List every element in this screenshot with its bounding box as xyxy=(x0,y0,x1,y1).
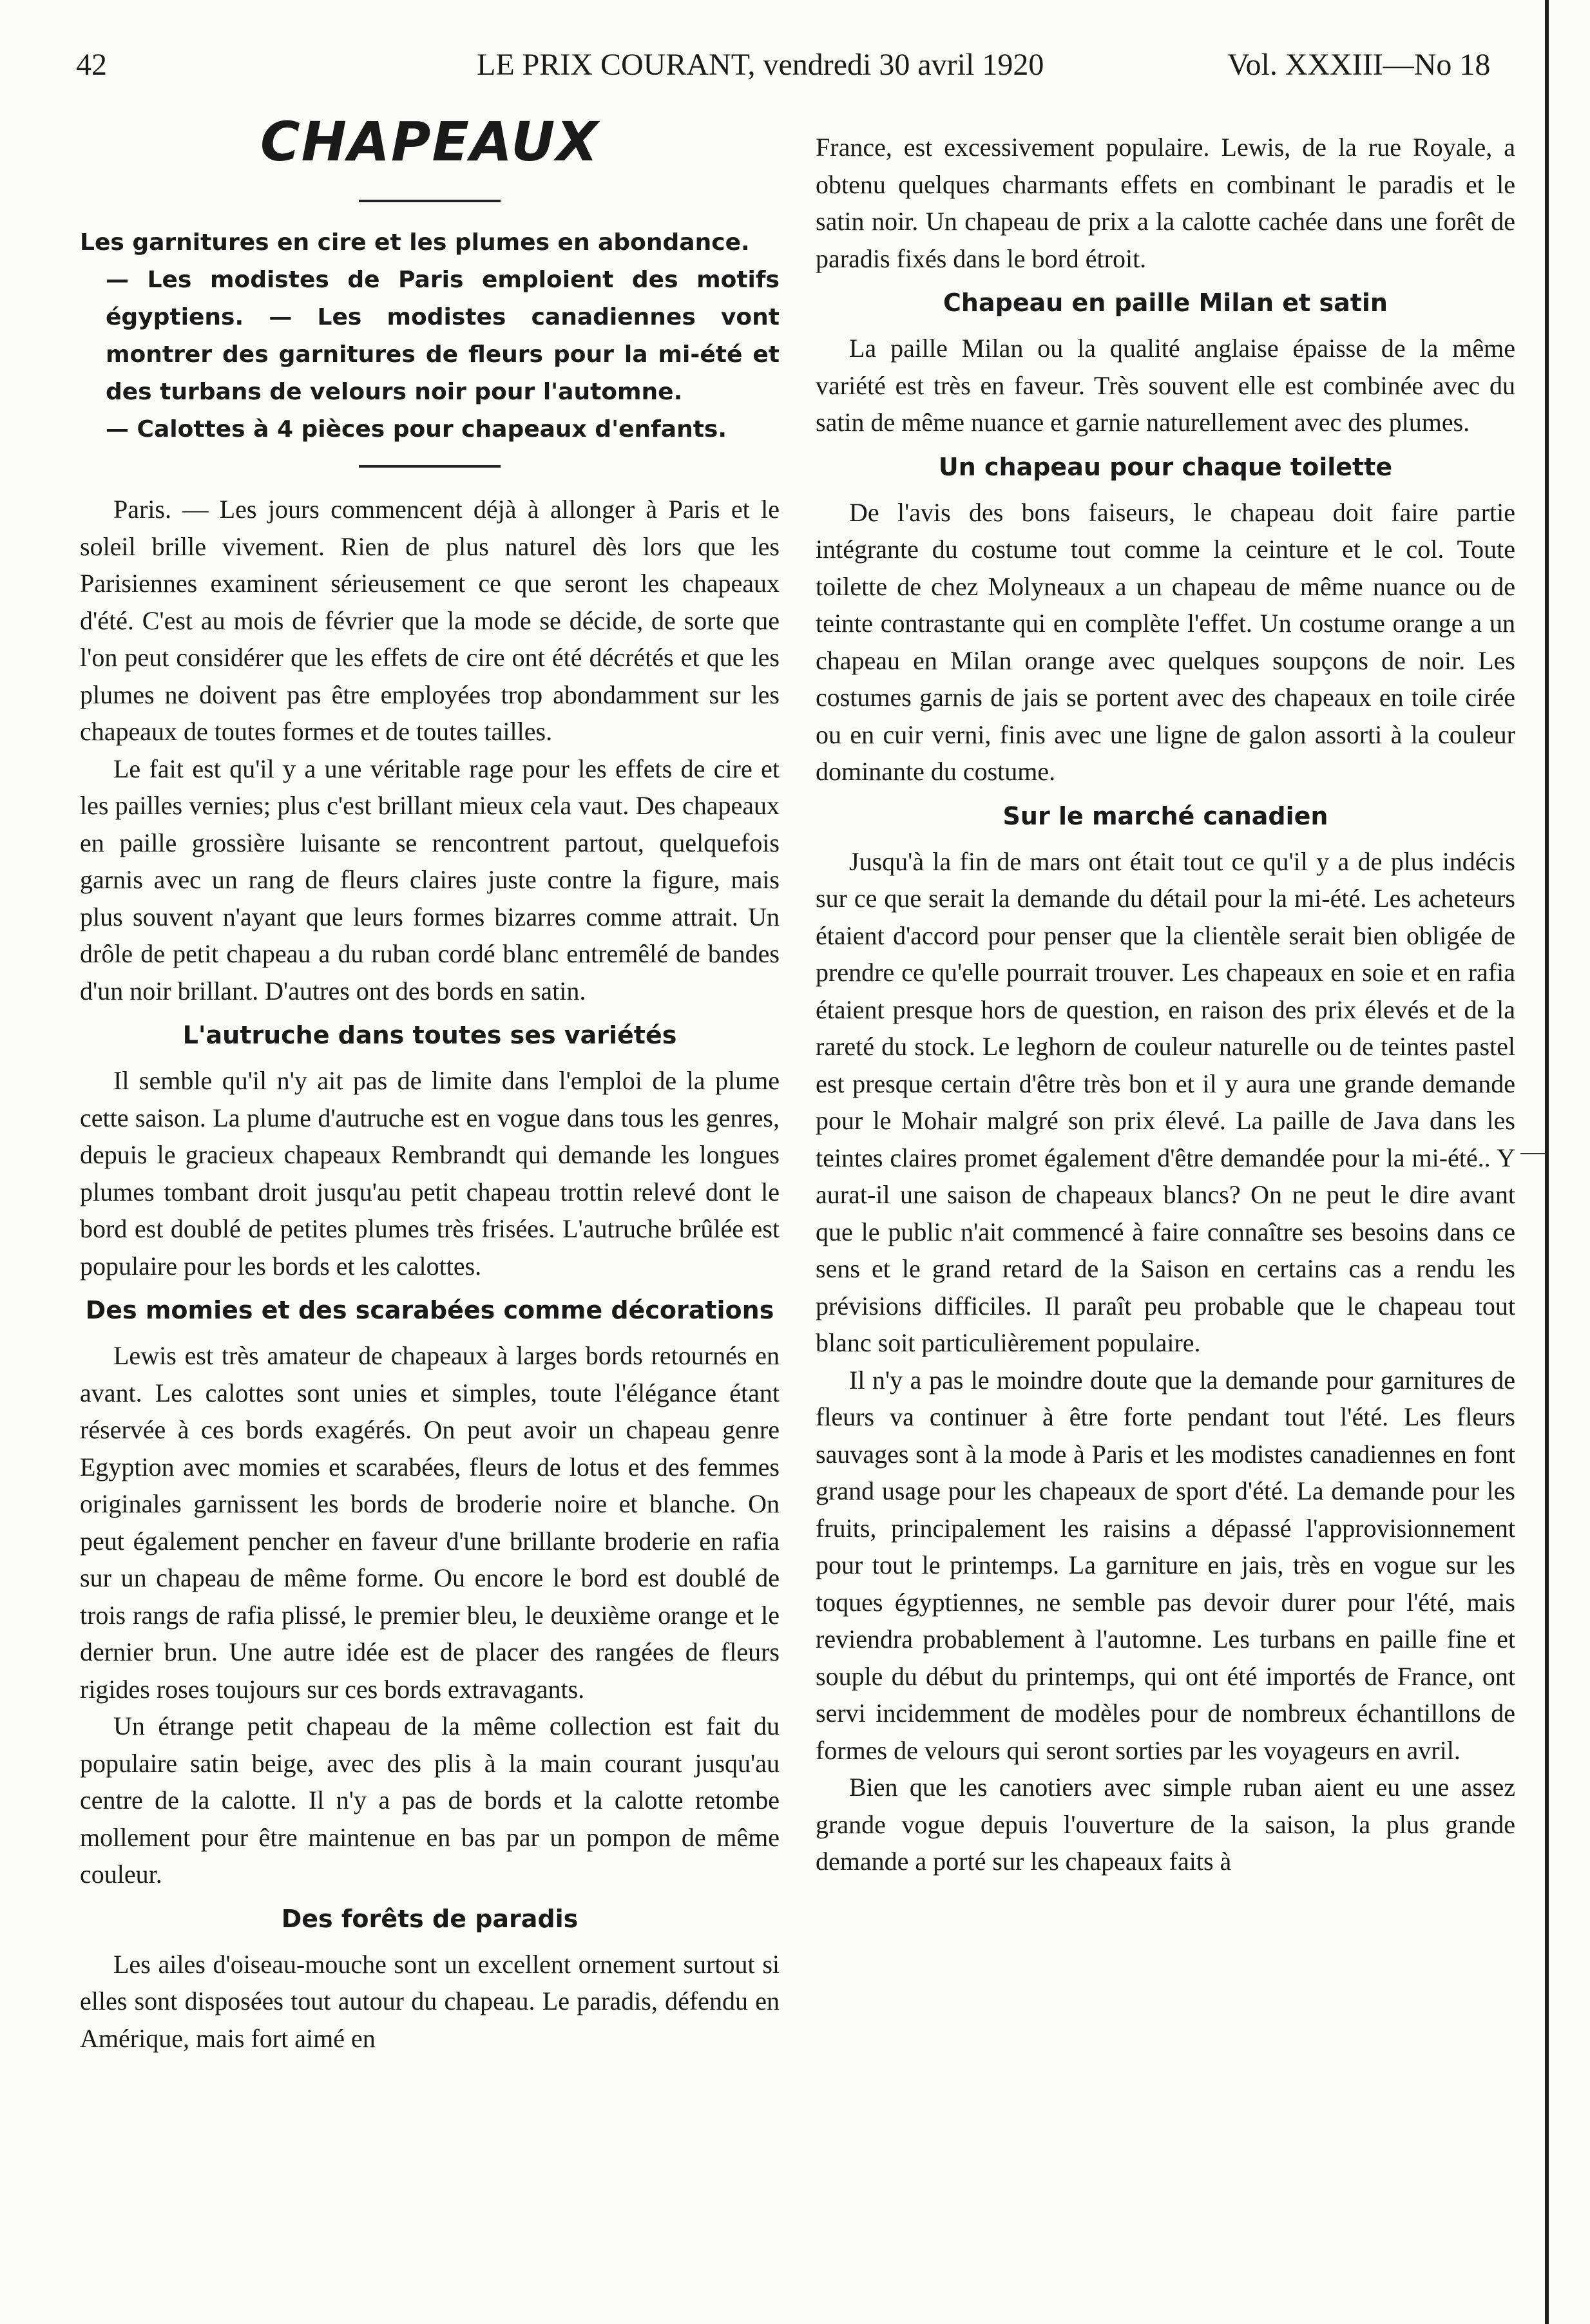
section-heading: Chapeau en paille Milan et satin xyxy=(943,289,1388,317)
page-edge-rule xyxy=(1545,0,1549,2324)
margin-mark xyxy=(1520,1153,1546,1154)
right-column xyxy=(816,129,1515,1880)
article-title: CHAPEAUX xyxy=(260,110,600,173)
title-rule xyxy=(359,200,501,202)
section-heading: Un chapeau pour chaque toilette xyxy=(938,452,1393,481)
body-paragraph: Jusqu'à la fin de mars ont était tout ce qu'il y a de plus indécis sur ce que serait la demande du détail pour la mi-été. Les acheteurs étaient d'accord pour penser que la clientèle serait bien obligée de prendre ce qu'elle pourrait trouver. Les chapeaux en soie et en rafia étaient presque hors de question, en raison des prix élevés et de la rareté du stock. Le leghorn de couleur naturelle ou de teintes pastel est presque certain d'être très bon et il y aura une grande demande pour le Mohair malgré son prix élevé. La paille de Java dans les teintes claires promet également d'être demandée pour la mi-été.. Y aurat-il une saison de chapeaux blancs? On ne peut le dire avant que le public n'ait commencé à faire connaître ses besoins dans ce sens et le grand retard de la Saison en certains cas a rendu les prévisions difficiles. Il paraît peu probable que le chapeau tout blanc soit particulièrement populaire. xyxy=(816,846,1515,1357)
body-paragraph: De l'avis des bons faiseurs, le chapeau doit faire partie intégrante du costume tout comme la ceinture et le col. Toute toilette de chez Molyneaux a un chapeau de même nuance ou de teinte contrastante qui en complète l'effet. Un costume orange a un chapeau en Milan orange avec quelques soupçons de noir. Les costumes garnis de jais se portent avec des chapeaux en toile cirée ou en cuir verni, finis avec une ligne de galon assorti à la couleur dominante du costume. xyxy=(816,497,1515,786)
body-paragraph: Il semble qu'il n'y ait pas de limite dans l'emploi de la plume cette saison. La plume d'autruche est en vogue dans tous les genres, depuis le gracieux chapeaux Rembrandt qui demande les longues plumes tombant droit jusqu'au petit chapeau trottin relevé dont le bord est doublé de petites plumes très frisées. L'autruche brûlée est populaire pour les bords et les calottes. xyxy=(80,1066,780,1281)
subtitle-line: — Les modistes de Paris emploient des motifs égyptiens. — Les modistes canadiennes vont montrer des garnitures de fleurs pour la mi-été et des turbans de velours noir pour l'automne. xyxy=(106,267,780,405)
page-number: 42 xyxy=(76,48,107,82)
section-heading: Des momies et des scarabées comme décorations xyxy=(85,1296,774,1324)
section-heading: Des forêts de paradis xyxy=(281,1904,579,1933)
left-column xyxy=(80,110,780,2057)
body-paragraph: Les ailes d'oiseau-mouche sont un excellent ornement surtout si elles sont disposées tout autour du chapeau. Le paradis, défendu en Amérique, mais fort aimé en xyxy=(80,1949,780,2053)
body-paragraph: Un étrange petit chapeau de la même collection est fait du populaire satin beige, avec des plis à la main courant jusqu'au centre de la calotte. Il n'y a pas de bords et la calotte retombe mollement pour être maintenue en bas par un pompon de même couleur. xyxy=(80,1711,780,1889)
section-heading: L'autruche dans toutes ses variétés xyxy=(182,1021,677,1049)
page-header xyxy=(0,43,1590,88)
right-column-body xyxy=(816,129,1515,1880)
volume-number: Vol. XXXIII—No 18 xyxy=(1227,48,1491,82)
section-heading: Sur le marché canadien xyxy=(1002,801,1328,830)
left-column-body xyxy=(80,491,780,2057)
article-subtitle xyxy=(80,224,780,448)
body-paragraph: Le fait est qu'il y a une véritable rage pour les effets de cire et les pailles vernies; plus c'est brillant mieux cela vaut. Des chapeaux en paille grossière luisante se rencontrent partout, quelquefois garnis avec un rang de fleurs claires juste contre la figure, mais plus souvent n'ayant que leurs formes bizarres comme attrait. Un drôle de petit chapeau a du ruban cordé blanc entremêlé de bandes d'un noir brillant. D'autres ont des bords en satin. xyxy=(80,754,780,1005)
publication-title: LE PRIX COURANT, vendredi 30 avril 1920 xyxy=(477,48,1044,82)
subtitle-line: Les garnitures en cire et les plumes en abondance. xyxy=(80,229,750,256)
subtitle-line: — Calottes à 4 pièces pour chapeaux d'enfants. xyxy=(106,416,727,443)
body-paragraph: Bien que les canotiers avec simple ruban aient eu une assez grande vogue depuis l'ouverture de la saison, la plus grande demande a porté sur les chapeaux faits à xyxy=(816,1773,1515,1876)
body-paragraph: Paris. — Les jours commencent déjà à allonger à Paris et le soleil brille vivement. Rien de plus naturel dès lors que les Parisiennes examinent sérieusement ce que seront les chapeaux d'été. C'est au mois de février que la mode se décide, de sorte que l'on peut considérer que les effets de cire ont été décrétés et que les plumes ne doivent pas être employées trop abondamment sur les chapeaux de toutes formes et de toutes tailles. xyxy=(80,495,780,746)
body-paragraph: La paille Milan ou la qualité anglaise épaisse de la même variété est très en faveur. Très souvent elle est combinée avec du satin de même nuance et garnie naturellement avec des plumes. xyxy=(816,334,1515,437)
subtitle-rule xyxy=(359,465,501,468)
body-paragraph: Lewis est très amateur de chapeaux à larges bords retournés en avant. Les calottes sont unies et simples, toute l'élégance étant réservée à ces bords exagérés. On peut avoir un chapeau genre Egyption avec momies et scarabées, fleurs de lotus et des femmes originales garnissent les bords de broderie noire et blanche. On peut également pencher en faveur d'une brillante broderie en rafia sur un chapeau de même forme. Ou encore le bord est doublé de trois rangs de rafia plissé, le premier bleu, le deuxième orange et le dernier brun. Une autre idée est de placer des rangées de fleurs rigides roses toujours sur ces bords extravagants. xyxy=(80,1341,780,1704)
body-paragraph: France, est excessivement populaire. Lewis, de la rue Royale, a obtenu quelques charmants effets en combinant le paradis et le satin noir. Un chapeau de prix a la calotte cachée dans une forêt de paradis fixés dans le bord étroit. xyxy=(816,133,1515,273)
body-paragraph: Il n'y a pas le moindre doute que la demande pour garnitures de fleurs va continuer à être forte pendant tout l'été. Les fleurs sauvages sont à la mode à Paris et les modistes canadiennes en font grand usage pour les chapeaux de sport d'été. La demande pour les fruits, principalement les raisins a dépassé l'approvisionnement pour tout le printemps. La garniture en jais, très en vogue sur les toques égyptiennes, ne semble pas devoir durer pour l'été, mais reviendra probablement à l'automne. Les turbans en paille fine et souple du début du printemps, qui ont été importés de France, ont servi incidemment de modèles pour de nombreux échantillons de formes de velours qui seront sorties par les voyageurs en avril. xyxy=(816,1365,1515,1765)
